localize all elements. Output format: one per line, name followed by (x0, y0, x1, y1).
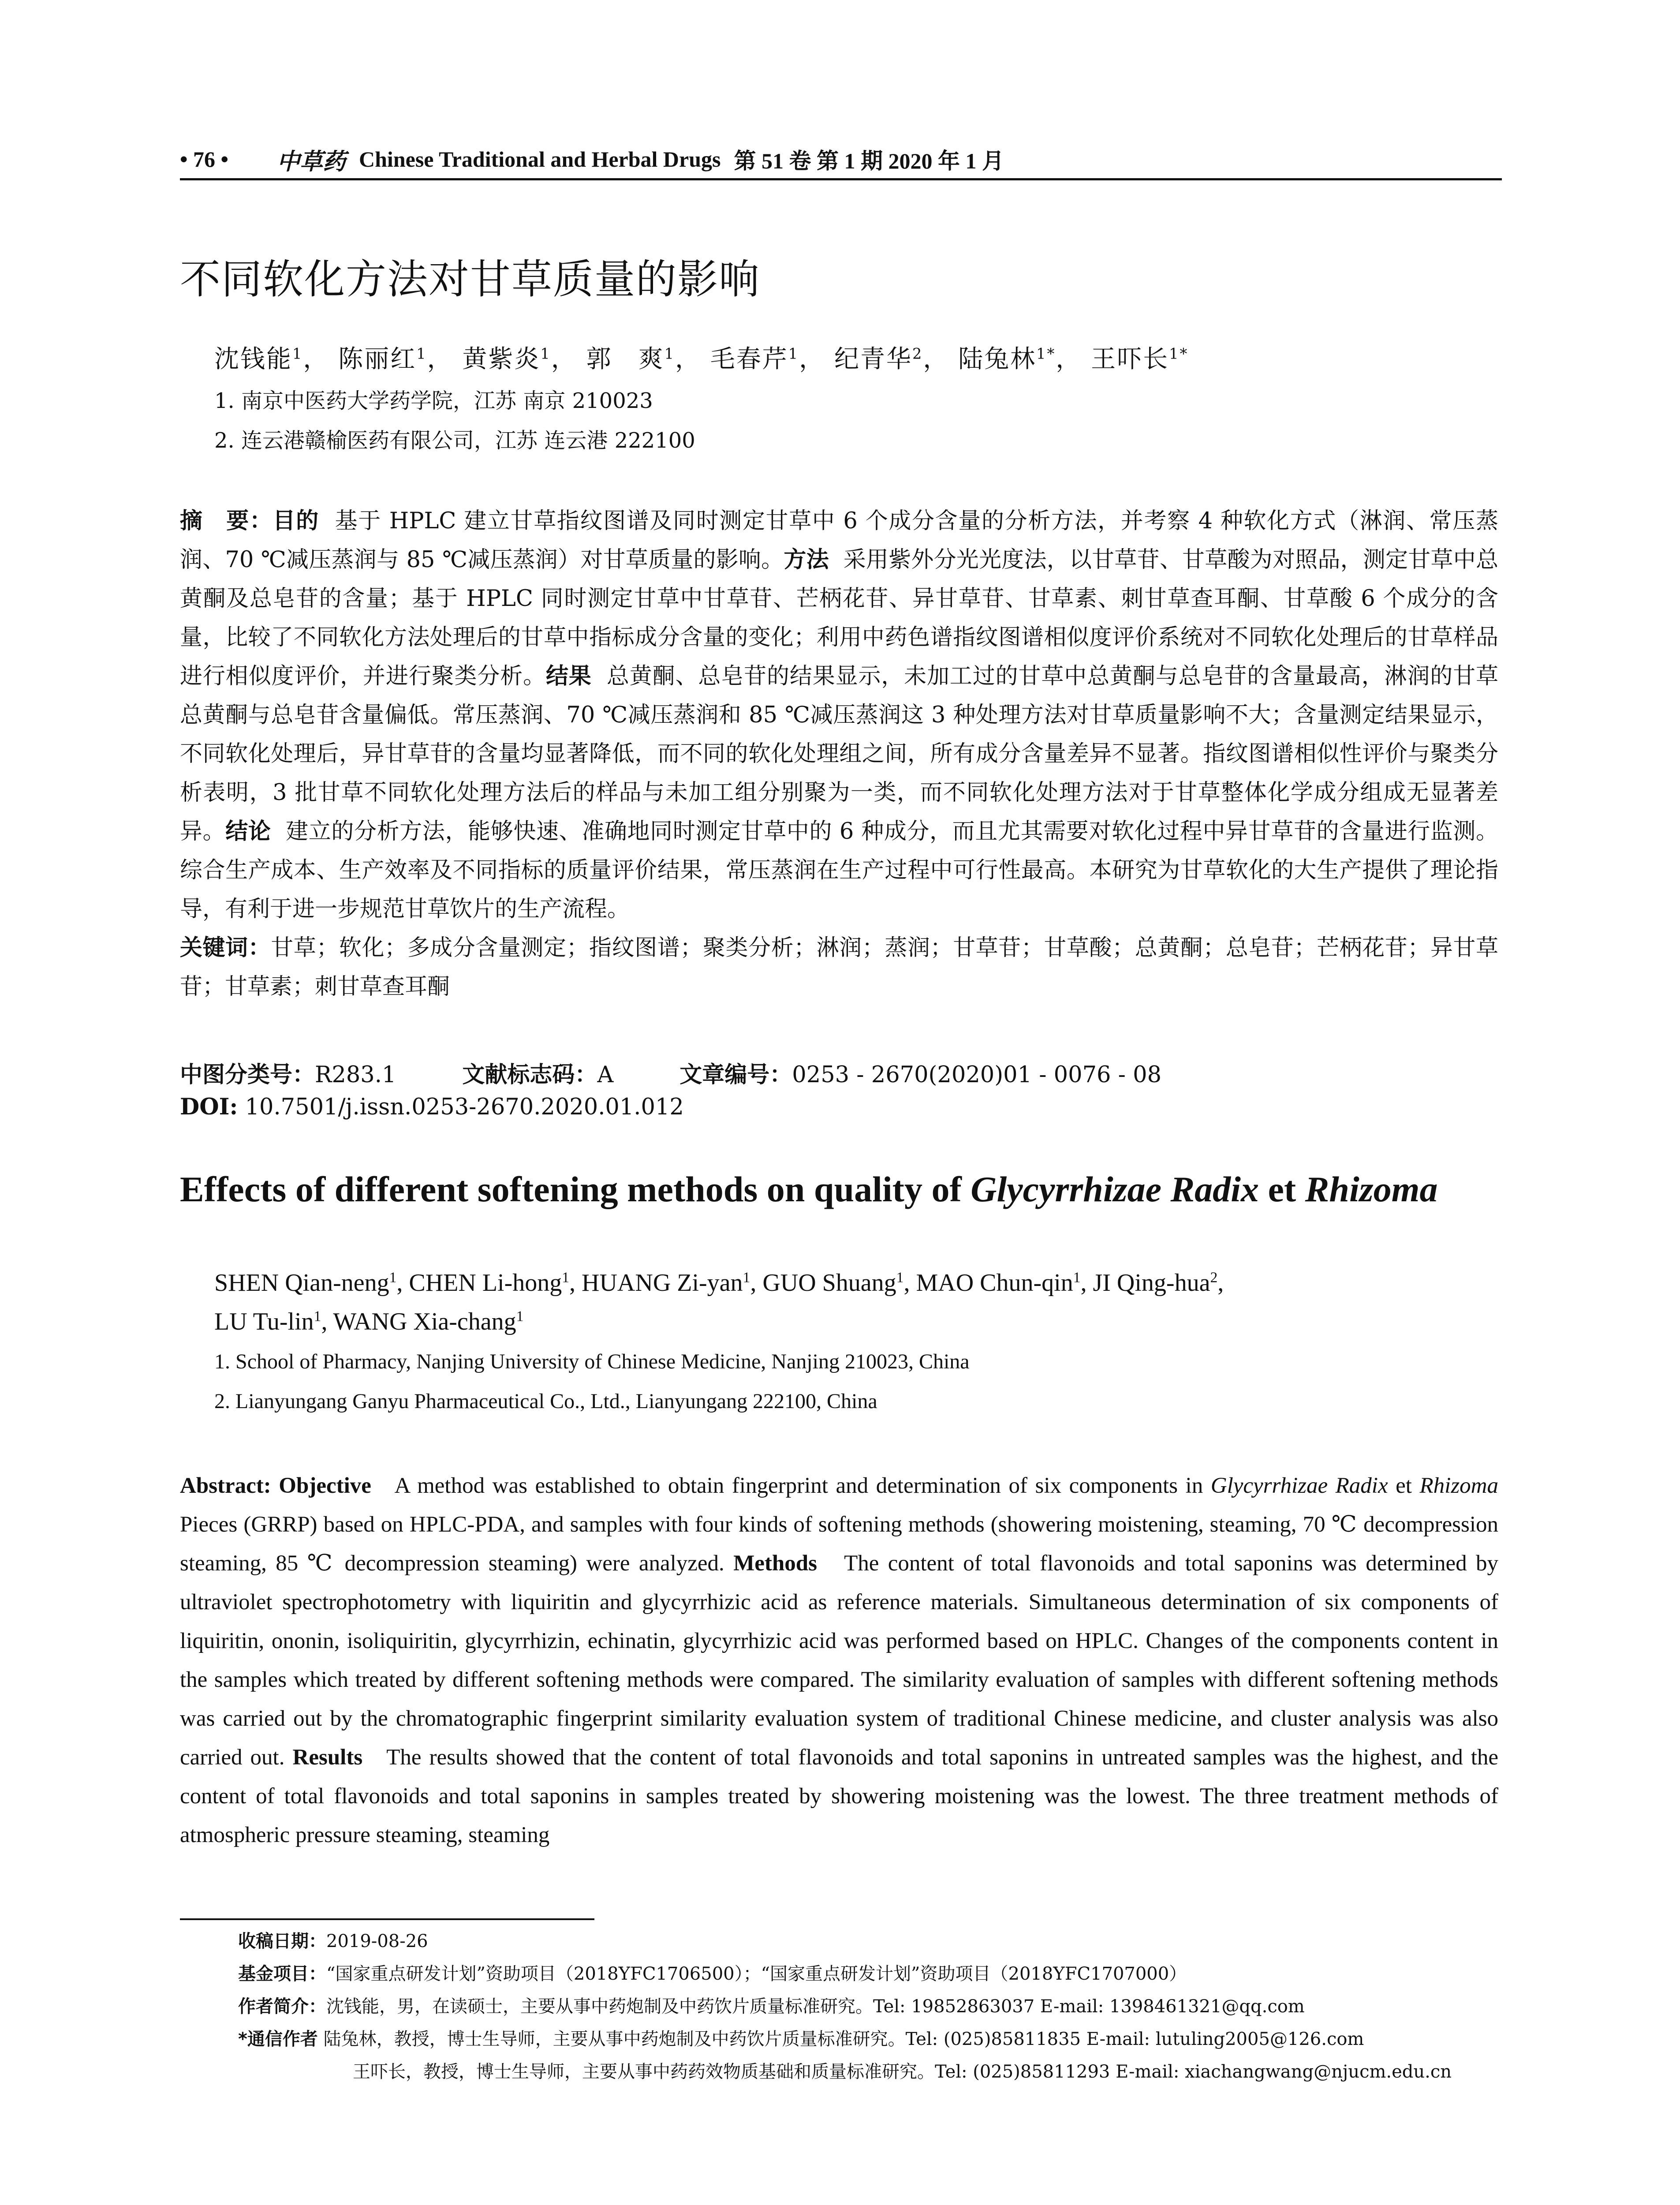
footnote-author-bio: 作者简介：沈钱能，男，在读硕士，主要从事中药炮制及中药饮片质量标准研究。Tel: 19852863037 E-mail: 1398461321@qq.com (238, 1996, 1305, 2017)
en-author: LU Tu-lin$^1$ (214, 1308, 321, 1335)
en-affiliation-2: 2. Lianyungang Ganyu Pharmaceutical Co., Ltd., Lianyungang 222100, China (214, 1390, 877, 1413)
clc-number: R283.1 (315, 1062, 396, 1088)
en-affiliation-1: 1. School of Pharmacy, Nanjing University of Chinese Medicine, Nanjing 210023, China (214, 1350, 970, 1373)
cn-results-label: 结果 (545, 663, 592, 689)
cn-methods-label: 方法 (784, 547, 829, 573)
en-results-label: Results (292, 1745, 363, 1770)
cn-conclusion-label: 结论 (225, 818, 271, 845)
footnote-corresponding-2: 王吓长，教授，博士生导师，主要从事中药药效物质基础和质量标准研究。Tel: (025)85811293 E-mail: xiachangwang@njucm.edu.cn (353, 2062, 1452, 2082)
keywords: 关键词：甘草；软化；多成分含量测定；指纹图谱；聚类分析；淋润；蒸润；甘草苷；甘草酸；总黄酮；总皂苷；芒柄花苷；异甘草苷；甘草素；刺甘草查耳酮 (180, 935, 1498, 1000)
en-author: MAO Chun-qin$^1$ (916, 1269, 1081, 1297)
footnote-rule (180, 1918, 594, 1920)
doi-label: DOI: (180, 1094, 238, 1120)
document-code: A (597, 1062, 614, 1088)
footnotes (238, 1925, 1508, 2088)
cn-author: 王吓长$^{1*}$ (1091, 345, 1189, 374)
cn-objective-label: 目的 (273, 508, 319, 534)
cn-author: 陆兔林$^{1*}$ (958, 345, 1056, 374)
cn-author: 黄紫炎$^1$ (462, 345, 551, 374)
doi-line (180, 1094, 684, 1120)
cn-objective: 基于 HPLC 建立甘草指纹图谱及同时测定甘草中 6 个成分含量的分析方法，并考察 4 种软化方式（淋润、常压蒸润、70 ℃减压蒸润与 85 ℃减压蒸润）对甘草质量的影响。 (180, 508, 1498, 573)
footnote-funding: 基金项目：“国家重点研发计划”资助项目（2018YFC1706500）；“国家重点研发计划”资助项目（2018YFC1707000） (238, 1964, 1187, 1984)
journal-info (277, 143, 1004, 176)
footnote-received: 收稿日期：2019-08-26 (238, 1931, 428, 1951)
article-number: 0253 - 2670(2020)01 - 0076 - 08 (792, 1062, 1162, 1088)
en-title: Effects of different softening methods on quality of Glycyrrhizae Radix et Rhizoma (180, 1169, 1438, 1209)
doi-value: 10.7501/j.issn.0253-2670.2020.01.012 (245, 1094, 684, 1120)
en-author: GUO Shuang$^1$ (762, 1269, 904, 1297)
en-author: HUANG Zi-yan$^1$ (582, 1269, 750, 1297)
en-author: JI Qing-hua$^2$ (1093, 1269, 1218, 1297)
cn-methods: 采用紫外分光光度法，以甘草苷、甘草酸为对照品，测定甘草中总黄酮及总皂苷的含量；基于 HPLC 同时测定甘草中甘草苷、芒柄花苷、异甘草苷、甘草素、刺甘草查耳酮、甘草酸 6 个成分的含量，比较了不同软化方法处理后的甘草中指标成分含量的变化；利用中药色谱指纹图谱相似度评价系统对不同软化处理后的甘草样品进行相似度评价，并进行聚类分析。 (180, 547, 1498, 689)
en-abstract-label: Abstract: Objective (180, 1473, 371, 1498)
cn-affiliation-2: 2. 连云港赣榆医药有限公司，江苏 连云港 222100 (214, 428, 695, 453)
journal-issue: 第 51 卷 第 1 期 2020 年 1 月 (734, 149, 1004, 173)
en-methods-label: Methods (733, 1551, 817, 1576)
cn-affiliation-1: 1. 南京中医药大学药学院，江苏 南京 210023 (214, 389, 653, 413)
en-author: CHEN Li-hong$^1$ (409, 1269, 570, 1297)
cn-abstract-label: 摘 要： (180, 508, 273, 534)
cn-author: 郭 爽$^1$ (586, 345, 675, 374)
cn-title: 不同软化方法对甘草质量的影响 (180, 256, 761, 303)
footnote-corresponding: *通信作者 陆兔林，教授，博士生导师，主要从事中药炮制及中药饮片质量标准研究。Tel: (025)85811835 E-mail: lutuling2005@126.com (238, 2029, 1364, 2049)
en-author: SHEN Qian-neng$^1$ (214, 1269, 397, 1297)
cn-author: 陈丽红$^1$ (338, 345, 427, 374)
page-number: • 76 • (180, 147, 229, 172)
en-results: The results showed that the content of total flavonoids and total saponins in untreated samples was the highest, and the content of total flavonoids and total saponins in samples treated by showering moistening was the lowest. The three treatment methods of atmospheric pressure steaming, steaming (180, 1745, 1499, 1847)
classification-line: 中图分类号：R283.1 文献标志码：A 文章编号：0253 - 2670(2020)01 - 0076 - 08 (180, 1062, 1162, 1088)
en-methods: The content of total flavonoids and total saponins was determined by ultraviolet spectrophotometry with liquiritin and glycyrrhizic acid as reference materials. Simultaneous determination of six components of liquiritin, ononin, isoliquiritin, glycyrrhizin, echinatin, glycyrrhizic acid was performed based on HPLC. Changes of the components content in the samples which treated by different softening methods were compared. The similarity evaluation of samples with different softening methods was carried out by the chromatographic fingerprint similarity evaluation system of traditional Chinese medicine, and cluster analysis was also carried out. (180, 1551, 1498, 1770)
cn-conclusion: 建立的分析方法，能够快速、准确地同时测定甘草中的 6 种成分，而且尤其需要对软化过程中异甘草苷的含量进行监测。综合生产成本、生产效率及不同指标的质量评价结果，常压蒸润在生产过程中可行性最高。本研究为甘草软化的大生产提供了理论指导，有利于进一步规范甘草饮片的生产流程。 (180, 818, 1498, 922)
cn-abstract (180, 502, 1498, 1006)
en-authors: SHEN Qian-neng$^1$, CHEN Li-hong$^1$, HUANG Zi-yan$^1$, GUO Shuang$^1$, MAO Chun-qin$^1$, JI Qing-hua$^2$, LU Tu-lin$^1$, WANG Xia-chang$^1$ (214, 1269, 1224, 1335)
cn-results: 总黄酮、总皂苷的结果显示，未加工过的甘草中总黄酮与总皂苷的含量最高，淋润的甘草总黄酮与总皂苷含量偏低。常压蒸润、70 ℃减压蒸润和 85 ℃减压蒸润这 3 种处理方法对甘草质量影响不大；含量测定结果显示，不同软化处理后，异甘草苷的含量均显著降低，而不同的软化处理组之间，所有成分含量差异不显著。指纹图谱相似性评价与聚类分析表明，3 批甘草不同软化处理方法后的样品与未加工组分别聚为一类，而不同软化处理方法对于甘草整体化学成分组成无显著差异。 (180, 663, 1498, 845)
journal-name-cn: 中草药 (277, 148, 346, 175)
cn-author: 沈钱能$^1$ (214, 345, 303, 374)
cn-authors: 沈钱能$^1$， 陈丽红$^1$， 黄紫炎$^1$， 郭 爽$^1$， 毛春芹$^1$， 纪青华$^2$， 陆兔林$^{1*}$， 王吓长$^{1*}$ (214, 345, 1189, 374)
journal-name-en: Chinese Traditional and Herbal Drugs (359, 147, 721, 172)
cn-author: 纪青华$^2$ (834, 345, 923, 374)
en-author: WANG Xia-chang$^1$ (333, 1308, 524, 1335)
cn-author: 毛春芹$^1$ (710, 345, 799, 374)
header-rule (180, 178, 1502, 180)
running-header (180, 143, 1502, 175)
en-abstract: Abstract: Objective A method was established to obtain fingerprint and determination of six components in Glycyrrhizae Radix et Rhizoma Pieces (GRRP) based on HPLC-PDA, and samples with four kinds of softening methods (showering moistening, steaming, 70 ℃ decompression steaming, 85 ℃ decompression steaming) were analyzed. Methods The content of total flavonoids and total saponins was determined by ultraviolet spectrophotometry with liquiritin and glycyrrhizic acid as reference materials. Simultaneous determination of six components of liquiritin, ononin, isoliquiritin, glycyrrhizin, echinatin, glycyrrhizic acid was performed based on HPLC. Changes of the components content in the samples which treated by different softening methods were compared. The similarity evaluation of samples with different softening methods was carried out by the chromatographic fingerprint similarity evaluation system of traditional Chinese medicine, and cluster analysis was also carried out. Results The results showed that the content of total flavonoids and total saponins in untreated samples was the highest, and the content of total flavonoids and total saponins in samples treated by showering moistening was the lowest. The three treatment methods of atmospheric pressure steaming, steaming (180, 1473, 1499, 1847)
